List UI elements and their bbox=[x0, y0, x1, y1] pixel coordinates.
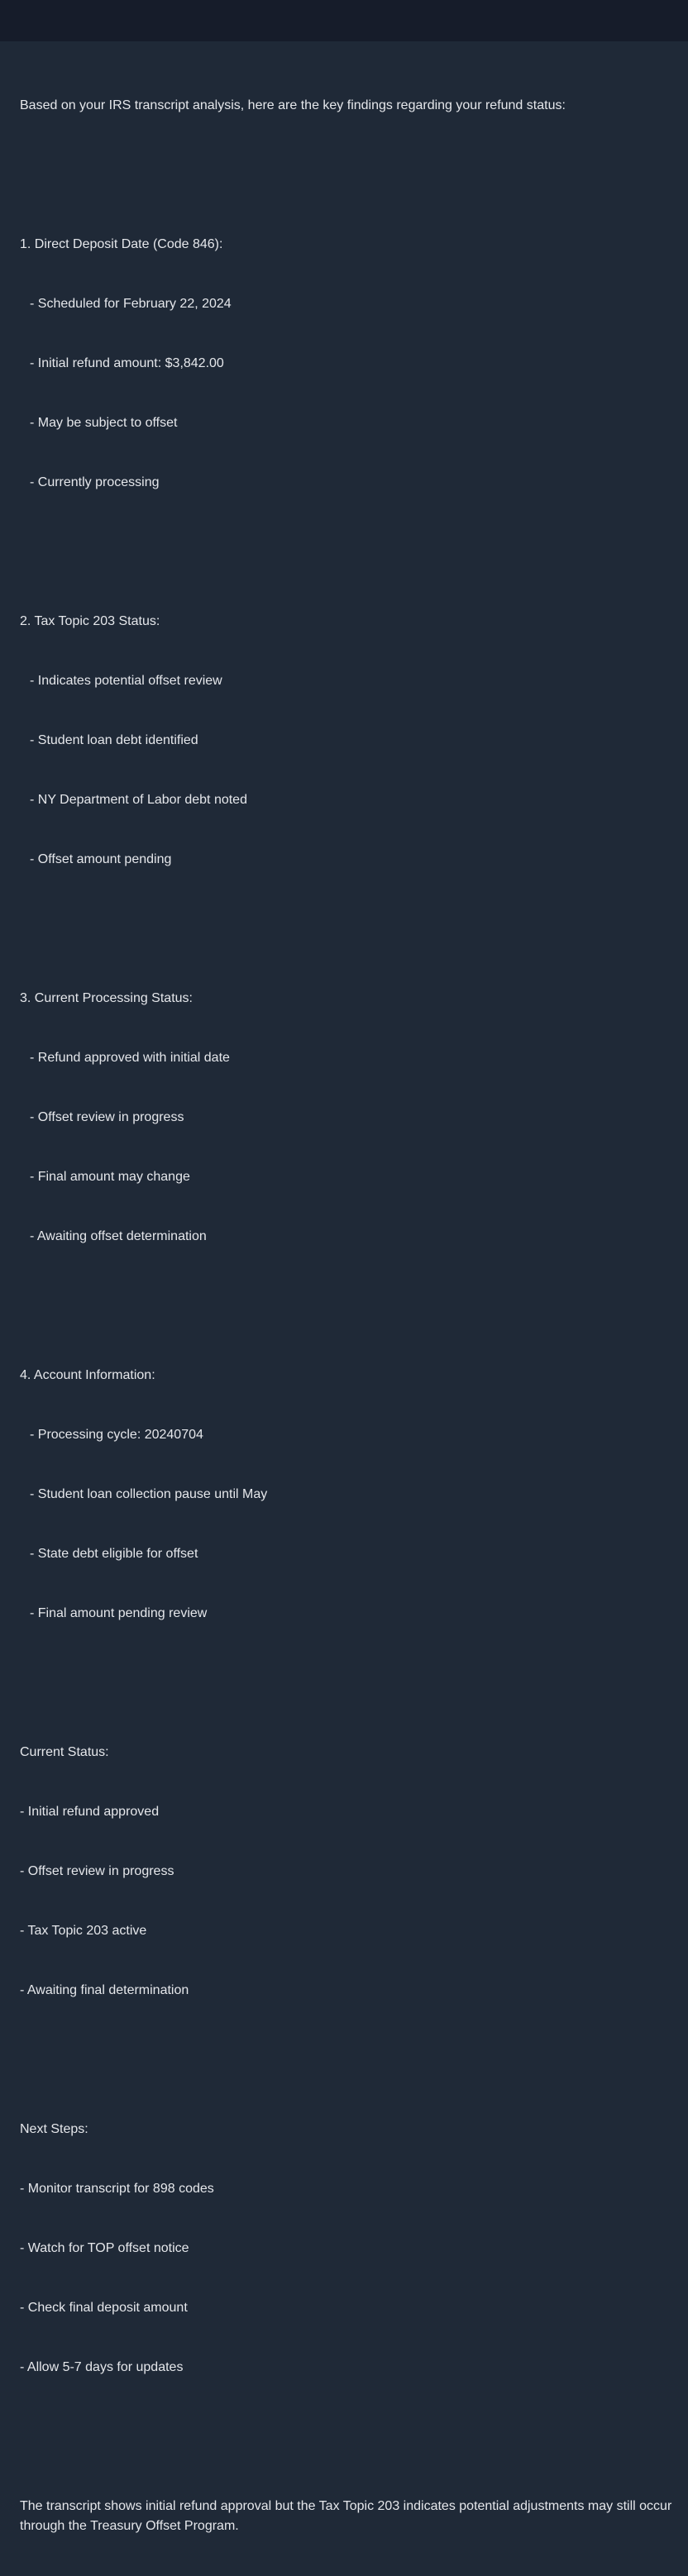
list-item: - Watch for TOP offset notice bbox=[20, 2241, 189, 2255]
section-heading: 3. Current Processing Status: bbox=[20, 991, 193, 1005]
list-item: - May be subject to offset bbox=[30, 416, 178, 430]
list-item: - Scheduled for February 22, 2024 bbox=[30, 297, 232, 311]
list-item: - Final amount pending review bbox=[30, 1606, 208, 1620]
list-item: - Offset review in progress bbox=[30, 1110, 184, 1124]
list-item: - Initial refund approved bbox=[20, 1805, 160, 1819]
list-item: - Processing cycle: 20240704 bbox=[30, 1428, 203, 1442]
list-item: - State debt eligible for offset bbox=[30, 1547, 198, 1561]
list-item: - Currently processing bbox=[30, 475, 160, 489]
section-heading: 4. Account Information: bbox=[20, 1368, 155, 1382]
section-heading: 2. Tax Topic 203 Status: bbox=[20, 614, 160, 628]
list-item: - Monitor transcript for 898 codes bbox=[20, 2182, 214, 2196]
list-item: - Awaiting offset determination bbox=[30, 1229, 207, 1243]
message-body bbox=[20, 56, 676, 2576]
top-bar bbox=[0, 0, 688, 41]
conclusion-text: The transcript shows initial refund approval but the Tax Topic 203 indicates potential adjustments may still occur through the Treasury Offset Program. bbox=[20, 2499, 676, 2533]
list-item: - Student loan debt identified bbox=[30, 733, 198, 747]
list-item: - Awaiting final determination bbox=[20, 1983, 189, 1997]
spacer bbox=[20, 532, 673, 552]
spacer bbox=[20, 909, 673, 929]
list-item: - Refund approved with initial date bbox=[30, 1051, 230, 1065]
spacer bbox=[20, 1663, 673, 1683]
list-item: - Check final deposit amount bbox=[20, 2301, 188, 2315]
list-item: - Initial refund amount: $3,842.00 bbox=[30, 356, 224, 370]
list-item: - Final amount may change bbox=[30, 1170, 190, 1184]
intro-text: Based on your IRS transcript analysis, here are the key findings regarding your refund status: bbox=[20, 98, 566, 112]
list-item: - Indicates potential offset review bbox=[30, 674, 222, 688]
list-item: - NY Department of Labor debt noted bbox=[30, 793, 247, 807]
list-item: - Allow 5-7 days for updates bbox=[20, 2360, 184, 2374]
spacer bbox=[20, 2040, 673, 2060]
spacer bbox=[20, 1286, 673, 1306]
list-item: - Tax Topic 203 active bbox=[20, 1924, 147, 1938]
current-status-heading: Current Status: bbox=[20, 1745, 109, 1759]
next-steps-heading: Next Steps: bbox=[20, 2122, 88, 2136]
spacer bbox=[20, 2417, 673, 2437]
assistant-message bbox=[0, 41, 688, 2533]
list-item: - Student loan collection pause until May bbox=[30, 1487, 268, 1501]
section-heading: 1. Direct Deposit Date (Code 846): bbox=[20, 237, 223, 251]
spacer bbox=[20, 155, 673, 175]
list-item: - Offset review in progress bbox=[20, 1864, 174, 1878]
list-item: - Offset amount pending bbox=[30, 852, 172, 866]
